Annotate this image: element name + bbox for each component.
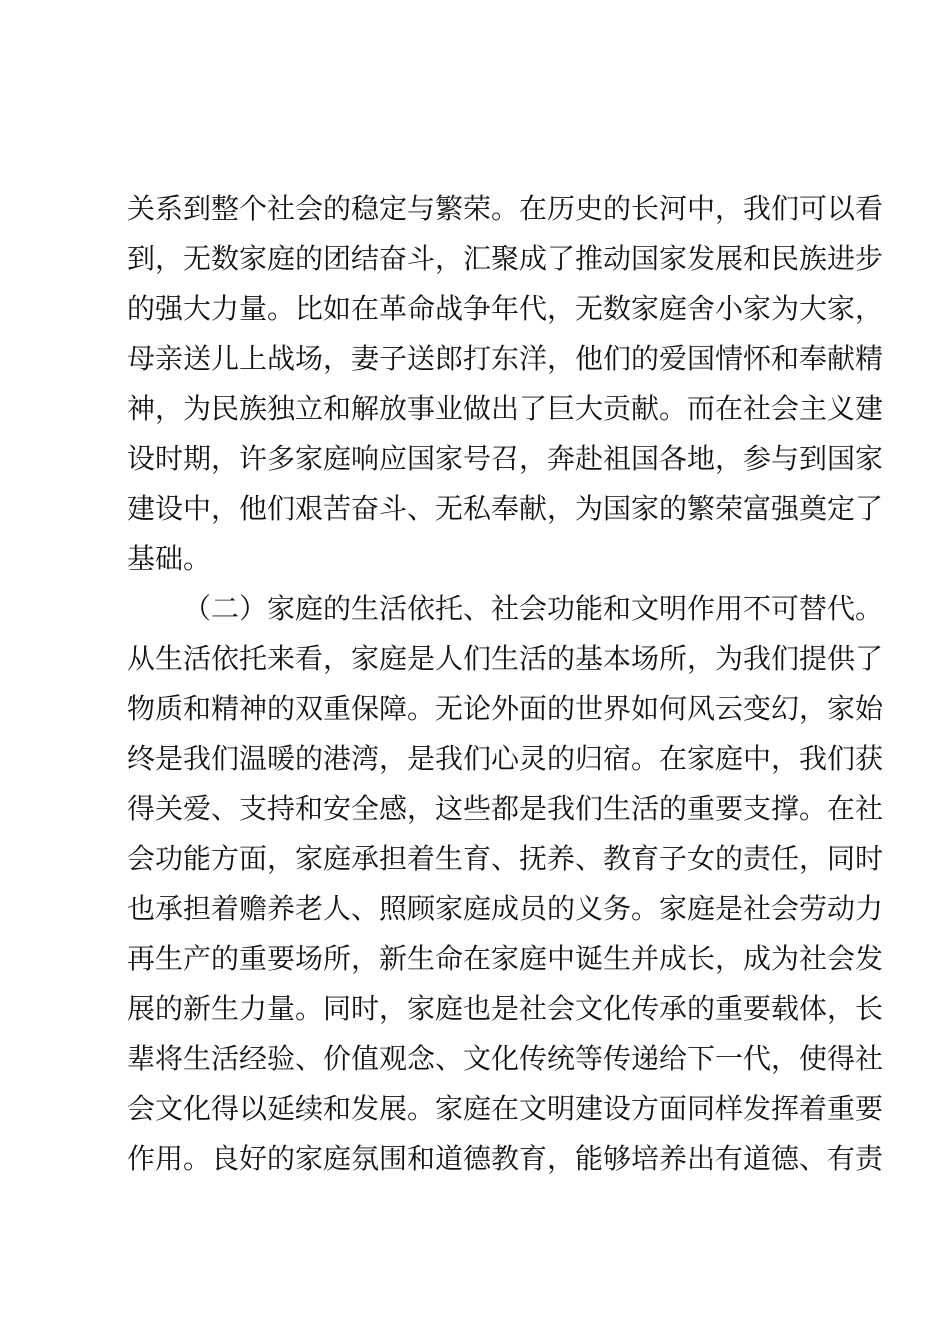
text-line-content: 建设中，他们艰苦奋斗、无私奉献，为国家的繁荣富强奠定了 xyxy=(127,492,884,525)
text-line-content: 神，为民族独立和解放事业做出了巨大贡献。而在社会主义建 xyxy=(127,392,884,425)
text-line xyxy=(127,634,884,684)
text-line-content: 得关爱、支持和安全感，这些都是我们生活的重要支撑。在社 xyxy=(127,792,884,825)
body-text xyxy=(127,184,884,1184)
section-heading-text: （二）家庭的生活依托、社会功能和文明作用不可替代。 xyxy=(183,592,884,625)
text-line xyxy=(127,784,884,834)
text-line-content: 的强大力量。比如在革命战争年代，无数家庭舍小家为大家， xyxy=(127,292,884,325)
text-line xyxy=(127,1134,884,1184)
section-heading xyxy=(127,584,884,634)
text-line xyxy=(127,434,884,484)
text-line xyxy=(127,984,884,1034)
text-line xyxy=(127,284,884,334)
text-line xyxy=(127,1034,884,1084)
text-line-content: 从生活依托来看，家庭是人们生活的基本场所，为我们提供了 xyxy=(127,642,884,675)
text-line-content: 终是我们温暖的港湾，是我们心灵的归宿。在家庭中，我们获 xyxy=(127,742,884,775)
text-line xyxy=(127,234,884,284)
text-line-content: 再生产的重要场所，新生命在家庭中诞生并成长，成为社会发 xyxy=(127,942,884,975)
text-line xyxy=(127,484,884,534)
text-line xyxy=(127,834,884,884)
text-line-content: 展的新生力量。同时，家庭也是社会文化传承的重要载体，长 xyxy=(127,992,884,1025)
text-line-content: 作用。良好的家庭氛围和道德教育，能够培养出有道德、有责 xyxy=(127,1142,884,1175)
text-line xyxy=(127,534,837,584)
text-line-content: 关系到整个社会的稳定与繁荣。在历史的长河中，我们可以看 xyxy=(127,192,884,225)
text-line-content: 物质和精神的双重保障。无论外面的世界如何风云变幻，家始 xyxy=(127,692,884,725)
text-line-content: 也承担着赡养老人、照顾家庭成员的义务。家庭是社会劳动力 xyxy=(127,892,884,925)
text-line-content: 辈将生活经验、价值观念、文化传统等传递给下一代，使得社 xyxy=(127,1042,884,1075)
text-line xyxy=(127,184,884,234)
text-line xyxy=(127,1084,884,1134)
text-line xyxy=(127,734,884,784)
text-line xyxy=(127,384,884,434)
text-line xyxy=(127,934,884,984)
text-line-content: 到，无数家庭的团结奋斗，汇聚成了推动国家发展和民族进步 xyxy=(127,242,884,275)
text-line-content: 会文化得以延续和发展。家庭在文明建设方面同样发挥着重要 xyxy=(127,1092,884,1125)
text-line-content: 母亲送儿上战场，妻子送郎打东洋，他们的爱国情怀和奉献精 xyxy=(127,342,884,375)
text-line-content: 设时期，许多家庭响应国家号召，奔赴祖国各地，参与到国家 xyxy=(127,442,884,475)
text-line xyxy=(127,684,884,734)
text-line-content: 会功能方面，家庭承担着生育、抚养、教育子女的责任，同时 xyxy=(127,842,884,875)
text-line xyxy=(127,334,884,384)
text-line-content: 基础。 xyxy=(127,542,212,575)
text-line xyxy=(127,884,884,934)
